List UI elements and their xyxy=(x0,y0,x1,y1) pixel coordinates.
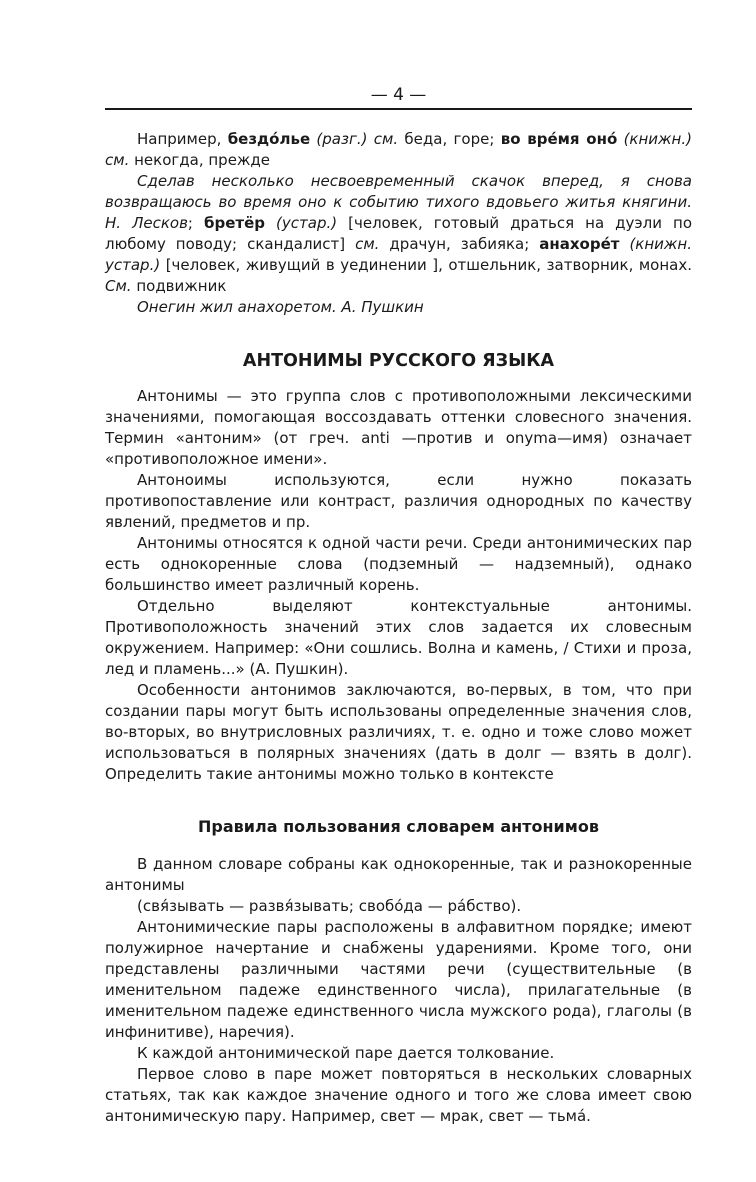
paragraph: Антонимы — это группа слов с противоположными лексическими значениями, помогающая воссоздавать оттенки словесного значения. Термин «антоним» (от греч. anti —против и onyma—имя) означает «противоположное имени». xyxy=(105,387,692,468)
usage-note: (устар.) xyxy=(265,214,349,232)
definition: некогда, прежде xyxy=(129,151,271,169)
cross-ref: см. xyxy=(373,130,399,148)
paragraph: Отдельно выделяют контекстуальные антонимы. Противоположность значений этих слов задается их словесным окружением. Например: «Они сошлись. Волна и камень, / Стихи и проза, лед и пламень...» (А. Пушкин). xyxy=(105,597,692,678)
headword: во врéмя онó xyxy=(500,130,618,148)
page-number: — 4 — xyxy=(370,85,427,105)
paragraph: Антонимические пары расположены в алфавитном порядке; имеют полужирное начертание и снабжены ударениями. Кроме того, они представлены различными частями речи (существительные (в именительном падеже единственного числа), прилагательные (в именительном падеже единственного числа мужского рода), глаголы (в инфинитиве), наречия). xyxy=(105,918,692,1041)
antonyms-section-body xyxy=(105,386,692,785)
dictionary-entry xyxy=(105,171,692,297)
header-rule xyxy=(105,108,692,110)
book-page xyxy=(105,84,692,1127)
headword: бретёр xyxy=(204,214,266,232)
cross-ref: см. xyxy=(355,235,380,253)
definition: [человек, живущий в уединении ], отшельник, затворник, монах. xyxy=(165,256,692,274)
literary-quote: Сделав несколько несвоевременный скачок вперед, я снова возвращаюсь во время оно к событию тихого вдовьего житья княгини. Н. Лесков xyxy=(105,172,692,232)
section-title: АНТОНИМЫ РУССКОГО ЯЗЫКА xyxy=(242,351,555,371)
paragraph: Особенности антонимов заключаются, во-первых, в том, что при создании пары могут быть использованы определенные значения слов, во-вторых, во внутрисловных различиях, т. е. одно и тоже слово может использоваться в полярных значениях (дать в долг — взять в долг). Определить такие антонимы можно только в контексте xyxy=(105,681,692,783)
headword: анахорéт xyxy=(539,235,620,253)
cross-ref: см. xyxy=(105,151,130,169)
paragraph: Антоноимы используются, если нужно показать противопоставление или контраст, различия однородных по качеству явлений, предметов и пр. xyxy=(105,471,692,531)
rules-section-body xyxy=(105,854,692,1127)
cross-ref: См. xyxy=(105,277,132,295)
separator: ; xyxy=(187,214,205,232)
subsection-title: Правила пользования словарем антонимов xyxy=(198,817,599,836)
entry-intro: Например, xyxy=(137,130,228,148)
dictionary-entry xyxy=(105,129,692,171)
dictionary-entries xyxy=(105,129,692,318)
definition: беда, горе; xyxy=(398,130,501,148)
paragraph: (свя́зывать — развя́зывать; свобо́да — ра́бство). xyxy=(137,897,522,915)
usage-note: (книжн.) xyxy=(617,130,692,148)
paragraph: Антонимы относятся к одной части речи. Среди антонимических пар есть однокоренные слова (подземный — надземный), однако большинство имеет различный корень. xyxy=(105,534,692,594)
paragraph: Первое слово в паре может повторяться в нескольких словарных статьях, так как каждое значение одного и того же слова имеет свою антонимическую пару. Например, свет — мрак, свет — тьма́. xyxy=(105,1065,692,1125)
definition: драчун, забияка; xyxy=(379,235,540,253)
literary-quote: Онегин жил анахоретом. А. Пушкин xyxy=(137,298,424,316)
paragraph: К каждой антонимической паре дается толкование. xyxy=(137,1044,555,1062)
headword: бездóлье xyxy=(227,130,311,148)
definition: подвижник xyxy=(131,277,227,295)
paragraph: В данном словаре собраны как однокоренные, так и разнокоренные антонимы xyxy=(105,855,692,894)
usage-note: (разг.) xyxy=(310,130,374,148)
definition: [человек, готовый драться на дуэли по любому поводу; скандалист] xyxy=(105,214,693,253)
usage-note: (книжн. устар.) xyxy=(105,235,692,274)
